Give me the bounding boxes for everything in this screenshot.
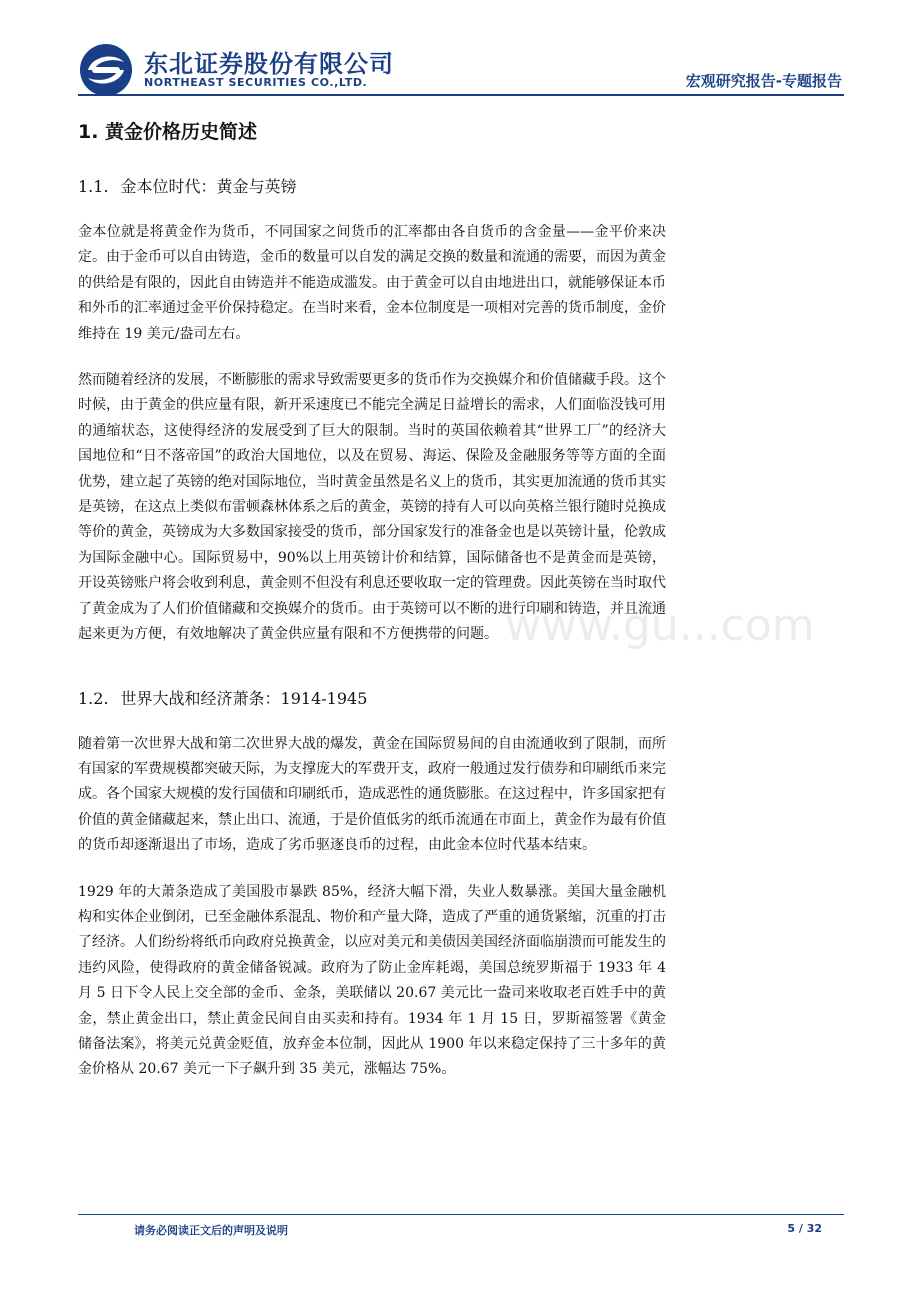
footer-disclaimer: 请务必阅读正文后的声明及说明 <box>134 1224 288 1237</box>
page-header <box>78 40 844 96</box>
subsection-title: 金本位时代：黄金与英镑 <box>120 177 297 196</box>
watermark: www.gu...com <box>505 600 815 651</box>
paragraph: 随着第一次世界大战和第二次世界大战的爆发，黄金在国际贸易间的自由流通收到了限制，而所有国家的军费规模都突破天际，为支撑庞大的军费开支，政府一般通过发行债券和印刷纸币来完成。各个国家大规模的发行国债和印刷纸币，造成恶性的通货膨胀。在这过程中，许多国家把有价值的黄金储藏起来，禁止出口、流通，于是价值低劣的纸币流通在市面上，黄金作为最有价值的货币却逐渐退出了市场，造成了劣币驱逐良币的过程，由此金本位时代基本结束。 <box>78 735 666 854</box>
subsection-number: 1.1. <box>78 177 109 196</box>
subsection-number: 1.2. <box>78 688 109 708</box>
header-divider <box>78 94 844 96</box>
northeast-securities-logo-icon <box>78 42 134 98</box>
subsection-title: 世界大战和经济萧条：1914-1945 <box>120 688 368 708</box>
subsection-heading-1-1 <box>78 174 666 200</box>
paragraph: 然而随着经济的发展，不断膨胀的需求导致需要更多的货币作为交换媒介和价值储藏手段。这个时候，由于黄金的供应量有限，新开采速度已不能完全满足日益增长的需求，人们面临没钱可用的通缩状态，这使得经济的发展受到了巨大的限制。当时的英国依赖着其“世界工厂”的经济大国地位和“日不落帝国”的政治大国地位，以及在贸易、海运、保险及金融服务等等方面的全面优势，建立起了英镑的绝对国际地位，当时黄金虽然是名义上的货币，其实更加流通的货币其实是英镑，在这点上类似布雷顿森林体系之后的黄金，英镑的持有人可以向英格兰银行随时兑换成等价的黄金，英镑成为大多数国家接受的货币，部分国家发行的准备金也是以英镑计量，伦敦成为国际金融中心。国际贸易中，90%以上用英镑计价和结算，国际储备也不是黄金而是英镑，开设英镑账户将会收到利息，黄金则不但没有利息还要收取一定的管理费。因此英镑在当时取代了黄金成为了人们价值储藏和交换媒介的货币。由于英镑可以不断的进行印刷和铸造，并且流通起来更为方便，有效地解决了黄金供应量有限和不方便携带的问题。 <box>78 372 666 643</box>
company-name-en: NORTHEAST SECURITIES CO.,LTD. <box>144 76 368 89</box>
section-heading-1: 1. 黄金价格历史简述 <box>78 121 258 143</box>
paragraph: 金本位就是将黄金作为货币，不同国家之间货币的汇率都由各自货币的含金量——金平价来决定。由于金币可以自由铸造，金币的数量可以自发的满足交换的数量和流通的需要，而因为黄金的供给是有限的，因此自由铸造并不能造成滥发。由于黄金可以自由地进出口，就能够保证本币和外币的汇率通过金平价保持稳定。在当时来看，金本位制度是一项相对完善的货币制度，金价维持在 19 美元/盎司左右。 <box>78 224 666 342</box>
page-number: 5 / 32 <box>787 1222 822 1235</box>
paragraph: 1929 年的大萧条造成了美国股市暴跌 85%，经济大幅下滑，失业人数暴涨。美国大量金融机构和实体企业倒闭，已至金融体系混乱、物价和产量大降，造成了严重的通货紧缩，沉重的打击了经济。人们纷纷将纸币向政府兑换黄金，以应对美元和美债因美国经济面临崩溃而可能发生的违约风险，使得政府的黄金储备锐减。政府为了防止金库耗竭，美国总统罗斯福于 1933 年 4 月 5 日下令人民上交全部的金币、金条，美联储以 20.67 美元比一盎司来收取老百姓手中的黄金，禁止黄金出口，禁止黄金民间自由买卖和持有。1934 年 1 月 15 日，罗斯福签署《黄金储备法案》，将美元兑黄金贬值，放弃金本位制，因此从 1900 年以来稳定保持了三十多年的黄金价格从 20.67 美元一下子飙升到 35 美元，涨幅达 75%。 <box>78 883 666 1078</box>
report-type-label: 宏观研究报告-专题报告 <box>685 72 842 90</box>
company-name-cn: 东北证券股份有限公司 <box>144 50 394 78</box>
subsection-heading-1-2 <box>78 686 666 712</box>
footer-divider <box>78 1214 844 1215</box>
